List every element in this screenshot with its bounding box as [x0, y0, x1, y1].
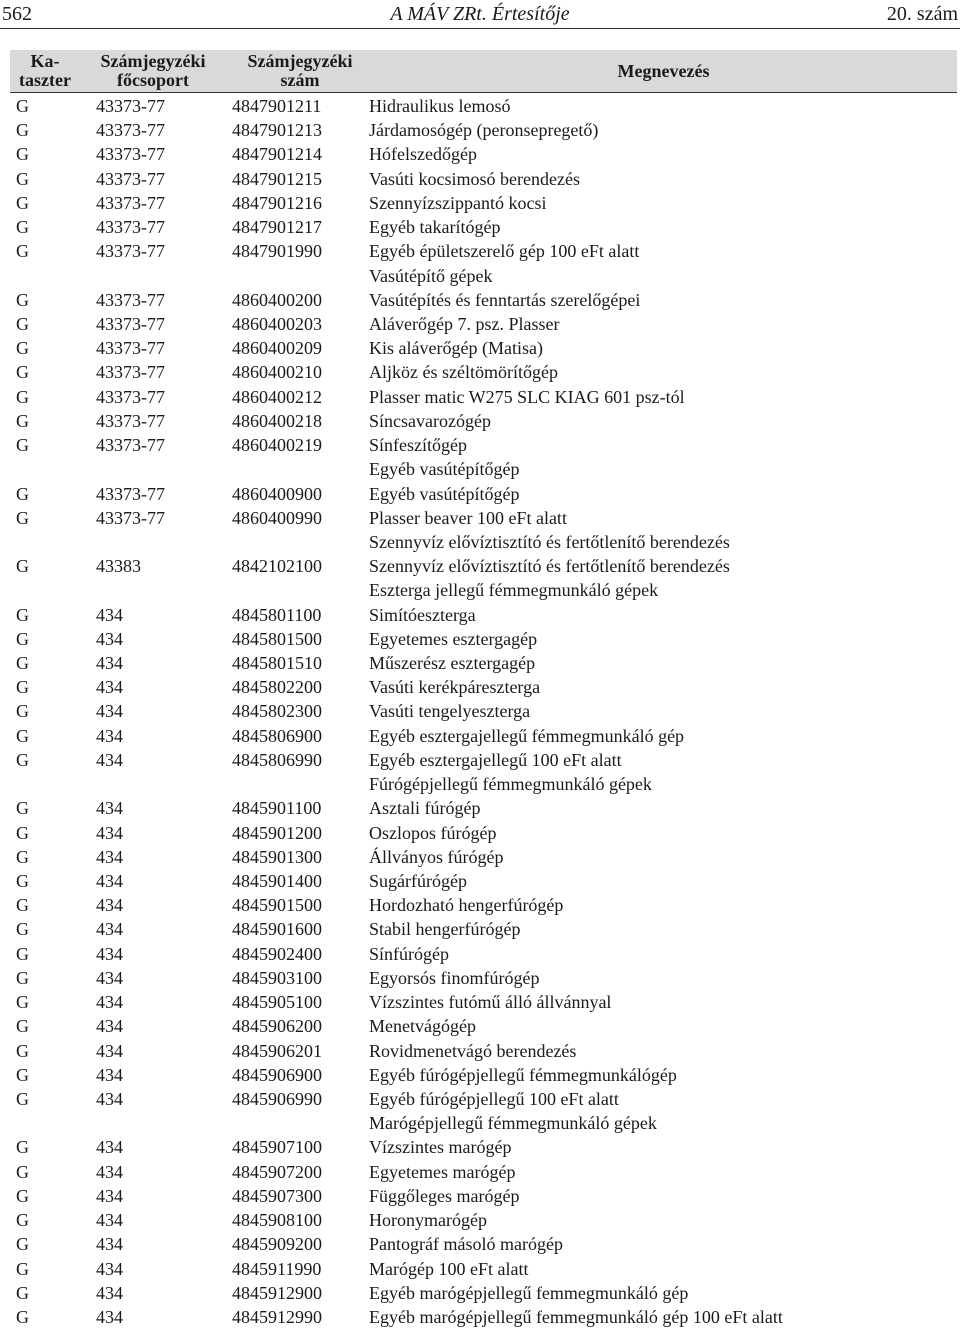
- number-cell: 4845806990: [232, 749, 322, 770]
- table-row: [0, 1232, 960, 1256]
- table-row: [0, 651, 960, 675]
- table-row: [0, 990, 960, 1014]
- category-cell: G: [16, 871, 29, 891]
- group-cell: 43373-77: [96, 241, 165, 262]
- name-cell: Stabil hengerfúrógép: [369, 919, 521, 940]
- name-cell: Oszlopos fúrógép: [369, 822, 497, 843]
- category-cell: G: [16, 217, 29, 238]
- category-cell: G: [16, 798, 29, 819]
- table-row: [0, 385, 960, 409]
- table-row: [0, 893, 960, 917]
- category-cell: G: [16, 338, 29, 359]
- table-row: [0, 699, 960, 723]
- category-cell: G: [16, 144, 29, 165]
- number-cell: 4847901217: [232, 217, 322, 238]
- group-cell: 43373-77: [96, 217, 165, 238]
- name-cell: Hordozható hengerfúrógép: [369, 895, 564, 916]
- group-cell: 43373-77: [96, 144, 165, 165]
- category-cell: G: [16, 701, 29, 722]
- table-row: [0, 554, 960, 578]
- category-cell: G: [16, 1282, 29, 1303]
- table-row: [0, 239, 960, 263]
- number-cell: 4845906201: [232, 1040, 322, 1061]
- column-header-category: Ka- taszter: [19, 51, 71, 90]
- name-cell: Kis aláverőgép (Matisa): [369, 338, 543, 359]
- table-row: [0, 845, 960, 869]
- name-cell: Menetvágógép: [369, 1016, 476, 1037]
- category-cell: G: [16, 1258, 29, 1279]
- table-row: [0, 1135, 960, 1159]
- category-cell: G: [16, 410, 29, 431]
- group-cell: 43373-77: [96, 120, 165, 141]
- section-heading-row: [0, 772, 960, 796]
- number-cell: 4845906990: [232, 1088, 322, 1109]
- group-cell: 43373-77: [96, 96, 165, 116]
- group-cell: 434: [96, 701, 123, 722]
- number-cell: 4845909200: [232, 1234, 322, 1255]
- table-row: [0, 1305, 960, 1329]
- number-cell: 4845903100: [232, 967, 322, 988]
- category-cell: G: [16, 1016, 29, 1037]
- name-cell: Egyéb takarítógép: [369, 217, 501, 238]
- column-header-group: Számjegyzéki főcsoport: [100, 51, 206, 90]
- name-cell: Plasser matic W275 SLC KIAG 601 psz-tól: [369, 386, 685, 407]
- category-cell: G: [16, 386, 29, 407]
- table-row: [0, 1184, 960, 1208]
- table-row: [0, 167, 960, 191]
- number-cell: 4845908100: [232, 1210, 322, 1231]
- number-cell: 4847901214: [232, 144, 322, 165]
- table-row: [0, 433, 960, 457]
- table-row: [0, 482, 960, 506]
- table-row: [0, 1281, 960, 1305]
- name-cell: Egyorsós finomfúrógép: [369, 967, 540, 988]
- number-cell: 4845801510: [232, 653, 322, 674]
- group-cell: 434: [96, 1282, 123, 1303]
- section-heading-row: [0, 1111, 960, 1135]
- name-cell: Vasútépítés és fenntartás szerelőgépei: [369, 289, 641, 310]
- number-cell: 4847901990: [232, 241, 322, 262]
- number-cell: 4845902400: [232, 943, 322, 964]
- name-cell: Egyéb marógépjellegű femmegmunkáló gép 100 eFt alatt: [369, 1306, 783, 1327]
- category-cell: G: [16, 1306, 29, 1327]
- table-row: [0, 142, 960, 166]
- column-header-name: Megnevezés: [617, 61, 710, 81]
- name-cell: Hidraulikus lemosó: [369, 96, 511, 116]
- name-cell: Egyéb esztergajellegű fémmegmunkáló gép: [369, 725, 685, 746]
- number-cell: 4847901216: [232, 192, 322, 213]
- table-row: [0, 748, 960, 772]
- number-cell: 4860400990: [232, 507, 322, 528]
- category-cell: G: [16, 1040, 29, 1061]
- number-cell: 4842102100: [232, 556, 322, 577]
- table-row: [0, 869, 960, 893]
- group-cell: 43373-77: [96, 435, 165, 456]
- category-cell: G: [16, 895, 29, 916]
- category-cell: G: [16, 556, 29, 577]
- number-cell: 4860400900: [232, 483, 322, 504]
- name-cell: Vasúti tengelyeszterga: [369, 701, 531, 722]
- group-cell: 434: [96, 1137, 123, 1158]
- name-cell: Egyéb esztergajellegű 100 eFt alatt: [369, 749, 622, 770]
- group-cell: 434: [96, 895, 123, 916]
- group-cell: 434: [96, 653, 123, 674]
- number-cell: 4845905100: [232, 992, 322, 1013]
- category-cell: G: [16, 168, 29, 189]
- name-cell: Asztali fúrógép: [369, 798, 481, 819]
- group-cell: 434: [96, 871, 123, 891]
- category-cell: G: [16, 1137, 29, 1158]
- category-cell: G: [16, 1064, 29, 1085]
- number-cell: 4860400200: [232, 289, 322, 310]
- number-cell: 4845801500: [232, 628, 322, 649]
- number-cell: 4845806900: [232, 725, 322, 746]
- category-cell: G: [16, 313, 29, 334]
- table-row: [0, 336, 960, 360]
- table-row: [0, 312, 960, 336]
- table-row: [0, 796, 960, 820]
- group-cell: 43373-77: [96, 338, 165, 359]
- name-cell: Szennyízszippantó kocsi: [369, 192, 547, 213]
- name-cell: Vízszintes futómű álló állvánnyal: [369, 992, 612, 1013]
- name-cell: Járdamosógép (peronsepregető): [369, 120, 599, 141]
- category-cell: G: [16, 1210, 29, 1231]
- category-cell: G: [16, 362, 29, 383]
- number-cell: 4845901300: [232, 846, 322, 867]
- table-row: [0, 94, 960, 118]
- table-row: [0, 288, 960, 312]
- category-cell: G: [16, 120, 29, 141]
- group-cell: 434: [96, 1088, 123, 1109]
- column-header-number: Számjegyzéki szám: [247, 51, 353, 90]
- table-row: [0, 724, 960, 748]
- number-cell: 4847901213: [232, 120, 322, 141]
- number-cell: 4847901211: [232, 96, 322, 116]
- section-heading-row: [0, 578, 960, 602]
- name-cell: Vízszintes marógép: [369, 1137, 512, 1158]
- group-cell: 43373-77: [96, 192, 165, 213]
- number-cell: 4845901500: [232, 895, 322, 916]
- number-cell: 4845907200: [232, 1161, 322, 1182]
- name-cell: Szennyvíz elővíztisztító és fertőtlenítő berendezés: [369, 531, 730, 552]
- number-cell: 4860400210: [232, 362, 322, 383]
- name-cell: Műszerész esztergagép: [369, 653, 536, 674]
- number-cell: 4845901100: [232, 798, 322, 819]
- group-cell: 434: [96, 1185, 123, 1206]
- group-cell: 43373-77: [96, 168, 165, 189]
- table-row: [0, 360, 960, 384]
- number-cell: 4845911990: [232, 1258, 322, 1279]
- category-cell: G: [16, 1088, 29, 1109]
- group-cell: 43373-77: [96, 410, 165, 431]
- group-cell: 434: [96, 943, 123, 964]
- category-cell: G: [16, 483, 29, 504]
- group-cell: 434: [96, 1161, 123, 1182]
- number-cell: 4860400212: [232, 386, 322, 407]
- number-cell: 4860400218: [232, 410, 322, 431]
- name-cell: Függőleges marógép: [369, 1185, 520, 1206]
- name-cell: Sínfeszítőgép: [369, 435, 467, 456]
- table-row: [0, 966, 960, 990]
- number-cell: 4845912990: [232, 1306, 322, 1327]
- group-cell: 434: [96, 822, 123, 843]
- name-cell: Sugárfúrógép: [369, 871, 467, 891]
- table-row: [0, 409, 960, 433]
- table-row: [0, 506, 960, 530]
- number-cell: 4845907100: [232, 1137, 322, 1158]
- number-cell: 4860400219: [232, 435, 322, 456]
- number-cell: 4845907300: [232, 1185, 322, 1206]
- category-cell: G: [16, 653, 29, 674]
- name-cell: Vasútépítő gépek: [369, 265, 493, 286]
- table-header: [10, 50, 957, 93]
- issue-number: 20. szám: [886, 3, 958, 25]
- table-row: [0, 215, 960, 239]
- number-cell: 4845901400: [232, 871, 322, 891]
- group-cell: 43373-77: [96, 289, 165, 310]
- name-cell: Egyéb vasútépítőgép: [369, 459, 520, 480]
- section-heading-row: [0, 264, 960, 288]
- category-cell: G: [16, 241, 29, 262]
- group-cell: 434: [96, 749, 123, 770]
- name-cell: Eszterga jellegű fémmegmunkáló gépek: [369, 580, 659, 601]
- category-cell: G: [16, 1161, 29, 1182]
- group-cell: 434: [96, 919, 123, 940]
- category-cell: G: [16, 943, 29, 964]
- category-cell: G: [16, 749, 29, 770]
- group-cell: 434: [96, 798, 123, 819]
- name-cell: Egyéb épületszerelő gép 100 eFt alatt: [369, 241, 640, 262]
- group-cell: 434: [96, 1040, 123, 1061]
- name-cell: Síncsavarozógép: [369, 410, 491, 431]
- category-cell: G: [16, 435, 29, 456]
- group-cell: 434: [96, 967, 123, 988]
- group-cell: 434: [96, 677, 123, 698]
- number-cell: 4845802300: [232, 701, 322, 722]
- name-cell: Egyéb fúrógépjellegű fémmegmunkálógép: [369, 1064, 677, 1085]
- group-cell: 43373-77: [96, 386, 165, 407]
- name-cell: Marógép 100 eFt alatt: [369, 1258, 529, 1279]
- category-cell: G: [16, 1185, 29, 1206]
- category-cell: G: [16, 628, 29, 649]
- name-cell: Aláverőgép 7. psz. Plasser: [369, 313, 560, 334]
- page-number: 562: [2, 3, 32, 25]
- page-header: [0, 0, 960, 29]
- name-cell: Szennyvíz elővíztisztító és fertőtlenítő berendezés: [369, 556, 730, 577]
- group-cell: 43373-77: [96, 483, 165, 504]
- table-row: [0, 1087, 960, 1111]
- table-row: [0, 603, 960, 627]
- category-cell: G: [16, 96, 29, 116]
- group-cell: 434: [96, 1016, 123, 1037]
- number-cell: 4847901215: [232, 168, 322, 189]
- name-cell: Vasúti kerékpáreszterga: [369, 677, 541, 698]
- table-row: [0, 942, 960, 966]
- name-cell: Rovidmenetvágó berendezés: [369, 1040, 577, 1061]
- table-row: [0, 917, 960, 941]
- name-cell: Vasúti kocsimosó berendezés: [369, 168, 580, 189]
- name-cell: Állványos fúrógép: [369, 846, 504, 867]
- group-cell: 434: [96, 1210, 123, 1231]
- category-cell: G: [16, 192, 29, 213]
- name-cell: Marógépjellegű fémmegmunkáló gépek: [369, 1113, 657, 1134]
- table-row: [0, 675, 960, 699]
- group-cell: 434: [96, 1258, 123, 1279]
- number-cell: 4845906900: [232, 1064, 322, 1085]
- table-row: [0, 1208, 960, 1232]
- section-heading-row: [0, 530, 960, 554]
- group-cell: 434: [96, 725, 123, 746]
- number-cell: 4845912900: [232, 1282, 322, 1303]
- table-row: [0, 1039, 960, 1063]
- journal-title: A MÁV ZRt. Értesítője: [390, 3, 570, 25]
- number-cell: 4860400209: [232, 338, 322, 359]
- table-row: [0, 1063, 960, 1087]
- number-cell: 4845906200: [232, 1016, 322, 1037]
- category-cell: G: [16, 822, 29, 843]
- name-cell: Fúrógépjellegű fémmegmunkáló gépek: [369, 774, 652, 795]
- table-row: [0, 1257, 960, 1281]
- table-row: [0, 821, 960, 845]
- category-cell: G: [16, 992, 29, 1013]
- table-row: [0, 191, 960, 215]
- name-cell: Hófelszedőgép: [369, 144, 477, 165]
- group-cell: 434: [96, 1306, 123, 1327]
- group-cell: 434: [96, 1064, 123, 1085]
- number-cell: 4845901600: [232, 919, 322, 940]
- category-cell: G: [16, 919, 29, 940]
- category-cell: G: [16, 604, 29, 625]
- number-cell: 4860400203: [232, 313, 322, 334]
- group-cell: 434: [96, 604, 123, 625]
- category-cell: G: [16, 967, 29, 988]
- name-cell: Horonymarógép: [369, 1210, 487, 1231]
- name-cell: Simítóeszterga: [369, 604, 476, 625]
- table-row: [0, 627, 960, 651]
- group-cell: 434: [96, 1234, 123, 1255]
- name-cell: Egyéb marógépjellegű femmegmunkáló gép: [369, 1282, 689, 1303]
- name-cell: Egyetemes marógép: [369, 1161, 516, 1182]
- name-cell: Egyéb vasútépítőgép: [369, 483, 520, 504]
- category-cell: G: [16, 677, 29, 698]
- category-cell: G: [16, 507, 29, 528]
- table-row: [0, 1160, 960, 1184]
- name-cell: Sínfúrógép: [369, 943, 449, 964]
- section-heading-row: [0, 457, 960, 481]
- category-cell: G: [16, 289, 29, 310]
- group-cell: 43373-77: [96, 362, 165, 383]
- group-cell: 434: [96, 992, 123, 1013]
- table-row: [0, 118, 960, 142]
- name-cell: Plasser beaver 100 eFt alatt: [369, 507, 567, 528]
- name-cell: Egyéb fúrógépjellegű 100 eFt alatt: [369, 1088, 619, 1109]
- category-cell: G: [16, 725, 29, 746]
- group-cell: 43373-77: [96, 507, 165, 528]
- group-cell: 434: [96, 628, 123, 649]
- number-cell: 4845801100: [232, 604, 322, 625]
- number-cell: 4845901200: [232, 822, 322, 843]
- name-cell: Egyetemes esztergagép: [369, 628, 538, 649]
- group-cell: 43383: [96, 556, 141, 577]
- number-cell: 4845802200: [232, 677, 322, 698]
- table-row: [0, 1014, 960, 1038]
- category-cell: G: [16, 846, 29, 867]
- category-cell: G: [16, 1234, 29, 1255]
- group-cell: 434: [96, 846, 123, 867]
- table-body: [0, 94, 960, 1329]
- name-cell: Aljköz és széltömörítőgép: [369, 362, 558, 383]
- name-cell: Pantográf másoló marógép: [369, 1234, 563, 1255]
- group-cell: 43373-77: [96, 313, 165, 334]
